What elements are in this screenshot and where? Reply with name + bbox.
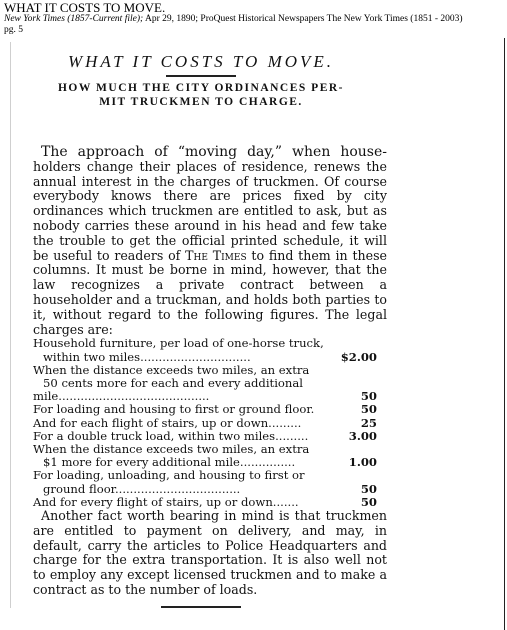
newspaper-name: The Times <box>185 247 247 263</box>
citation-header <box>4 1 504 36</box>
charge-description: And for every flight of stairs, up or down....... <box>33 494 299 509</box>
charge-price: 50 <box>360 481 377 496</box>
charge-description: And for each flight of stairs, up or down......... <box>33 415 302 430</box>
citation-source: New York Times (1857-Current file); <box>4 14 144 24</box>
charge-price: 1.00 <box>348 455 377 470</box>
page-frame-line <box>504 38 505 630</box>
subhead-line-2: MIT TRUCKMEN TO CHARGE. <box>99 96 303 108</box>
article-column <box>10 42 391 608</box>
charges-list <box>11 337 391 509</box>
charge-row <box>33 469 387 495</box>
charge-description: When the distance exceeds two miles, an extra 50 cents more for each and every additional mile......................................... <box>33 362 310 404</box>
charge-price: 50 <box>360 389 377 404</box>
charge-description: Household furniture, per load of one-horse truck, within two miles.............................. <box>33 336 324 364</box>
charge-price: 3.00 <box>348 428 377 443</box>
charge-row <box>33 364 387 404</box>
closing-paragraph: Another fact worth bearing in mind is that truckmen are entitled to payment on delivery, and may, in default, carry the articles to Police Headquarters and charge for the extra transportation. It is also well not to employ any except licensed truckmen and to make a contract as to the number of loads. <box>33 508 387 597</box>
body-paragraph-end: to find them in these columns. It must be borne in mind, however, that the law recognizes a private contract between a householder and a truckman, and holds both parties to it, without regard to the following figures. The legal charges are: <box>33 247 387 337</box>
article-subhead <box>11 81 391 109</box>
subhead-line-1: HOW MUCH THE CITY ORDINANCES PER- <box>57 82 345 94</box>
document-title: WHAT IT COSTS TO MOVE. <box>4 0 166 15</box>
end-rule <box>161 606 241 608</box>
citation-line <box>4 14 504 25</box>
charge-description: For loading and housing to first or ground floor. <box>33 402 315 417</box>
charge-description: When the distance exceeds two miles, an extra $1 more for every additional mile............... <box>33 441 310 470</box>
citation-details: Apr 29, 1890; ProQuest Historical Newspapers The New York Times (1851 - 2003) <box>143 14 463 24</box>
headline-rule <box>166 75 236 77</box>
charge-price: 50 <box>360 494 377 509</box>
citation-page: pg. 5 <box>4 25 23 35</box>
charge-price: 50 <box>360 402 377 417</box>
charge-row <box>33 337 387 363</box>
charge-price: $2.00 <box>340 349 377 364</box>
charge-description: For loading, unloading, and housing to first or ground floor.................................. <box>33 468 305 496</box>
charge-price: 25 <box>360 415 377 430</box>
charge-row <box>33 496 387 509</box>
lead-sentence: The approach of “moving day,” when house- <box>41 144 387 160</box>
article-body <box>11 145 391 337</box>
charge-row <box>33 443 387 469</box>
body-paragraph: holders change their places of residence, renews the annual interest in the charges of truckmen. Of course everybody knows there are prices fixed by city ordinances which truckmen are entitled to ask, but as nobody carries these around in his head and few take the trouble to get the official printed schedule, it will be useful to readers of <box>33 158 387 263</box>
charge-description: For a double truck load, within two miles......... <box>33 428 309 443</box>
article-headline: WHAT IT COSTS TO MOVE. <box>67 52 335 71</box>
